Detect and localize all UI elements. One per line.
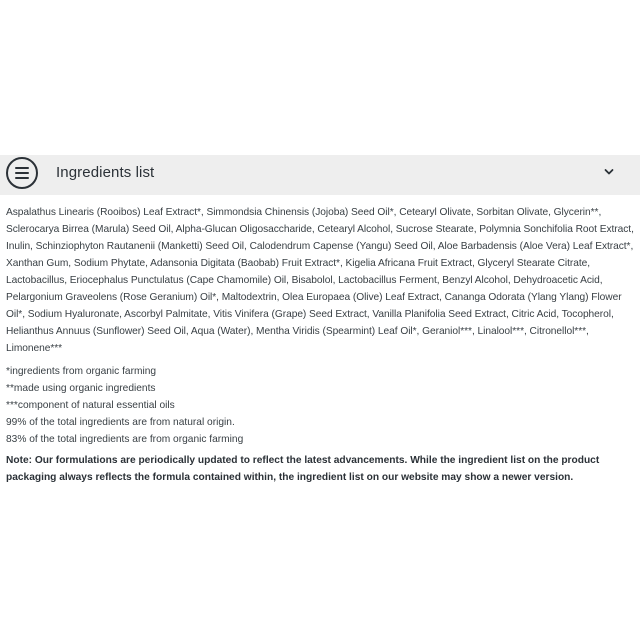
note-organic-farming: *ingredients from organic farming xyxy=(6,366,157,377)
accordion-title: Ingredients list xyxy=(56,164,155,181)
accordion-content xyxy=(6,204,634,496)
ingredient-notes xyxy=(6,363,634,448)
note-organic-percentage: 83% of the total ingredients are from organic farming xyxy=(6,434,244,445)
ingredients-text: Aspalathus Linearis (Rooibos) Leaf Extract*, Simmondsia Chinensis (Jojoba) Seed Oil*, Cetearyl Olivate, Sorbitan Olivate, Glycerin**, Sclerocarya Birrea (Marula) Seed Oil, Alpha-Glucan Oligosaccharide, Cetearyl Alcohol, Sucrose Stearate, Polymnia Sonchifolia Root Extract, Inulin, Schinziophyton Rautanenii (Manketti) Seed Oil, Calodendrum Capense (Yangu) Seed Oil, Aloe Barbadensis (Aloe Vera) Leaf Extract*, Xanthan Gum, Sodium Phytate, Adansonia Digitata (Baobab) Fruit Extract*, Kigelia Africana Fruit Extract, Glyceryl Stearate Citrate, Lactobacillus, Eriocephalus Punctulatus (Cape Chamomile) Oil, Bisabolol, Lactobacillus Ferment, Benzyl Alcohol, Dehydroacetic Acid, Pelargonium Graveolens (Rose Geranium) Oil*, Maltodextrin, Olea Europaea (Olive) Leaf Extract, Cananga Odorata (Ylang Ylang) Flower Oil*, Sodium Hyaluronate, Ascorbyl Palmitate, Vitis Vinifera (Grape) Seed Extract, Vanilla Planifolia Seed Extract, Citric Acid, Tocopherol, Helianthus Annuus (Sunflower) Seed Oil, Aqua (Water), Mentha Viridis (Spearmint) Leaf Oil*, Geraniol***, Linalool***, Citronellol***, Limonene*** xyxy=(6,207,634,354)
formulation-disclaimer: Note: Our formulations are periodically updated to reflect the latest advancements. While the ingredient list on the product packaging always reflects the formula contained within, the ingredient list on our website may show a newer version. xyxy=(6,455,600,483)
list-icon xyxy=(6,157,38,189)
note-essential-oils: ***component of natural essential oils xyxy=(6,400,175,411)
note-natural-origin: 99% of the total ingredients are from natural origin. xyxy=(6,417,235,428)
note-organic-ingredients: **made using organic ingredients xyxy=(6,383,156,394)
chevron-down-icon[interactable] xyxy=(604,167,614,177)
ingredients-accordion-header[interactable] xyxy=(0,155,640,195)
